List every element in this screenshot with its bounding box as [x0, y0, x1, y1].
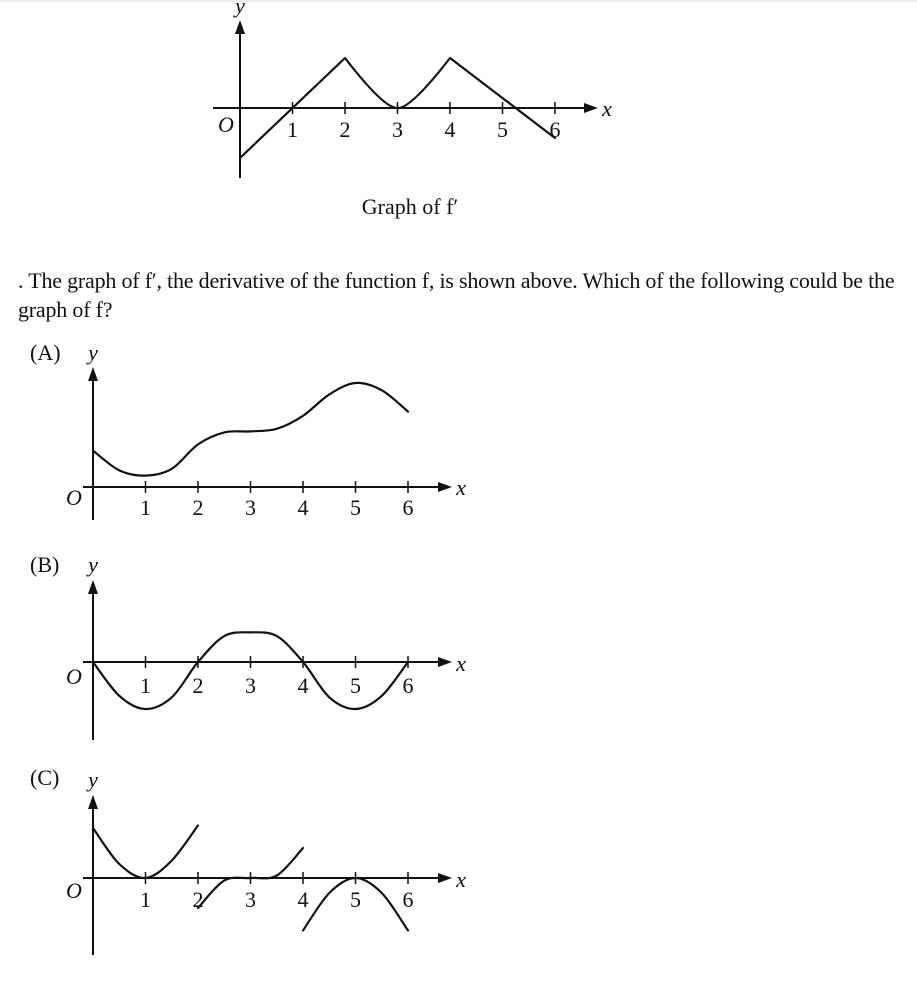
A-y-axis-label: y — [88, 340, 98, 365]
question-text: . The graph of f′, the derivative of the function f, is shown above. Which of the following could be the graph of f? — [18, 268, 895, 322]
B-x-axis-label: x — [456, 651, 466, 676]
C-x-tick-label-3: 3 — [245, 887, 256, 912]
C-x-tick-label-2: 2 — [192, 887, 204, 912]
fprime-x-tick-label-2: 2 — [339, 117, 351, 142]
C-x-axis-label: x — [456, 867, 466, 892]
A-y-axis-arrow — [88, 367, 98, 381]
C-x-tick-label-1: 1 — [140, 887, 151, 912]
B-y-axis-arrow — [88, 580, 98, 594]
fprime-x-axis-label: x — [602, 96, 612, 121]
fprime-origin-label: O — [218, 112, 234, 137]
fprime-x-tick-label-6: 6 — [549, 117, 561, 142]
fprime-chart-title: Graph of f′ — [361, 194, 459, 219]
choice-label-B: (B) — [30, 552, 60, 577]
choice-label-A: (A) — [30, 340, 61, 365]
A-x-tick-label-2: 2 — [192, 495, 204, 520]
A-x-tick-label-1: 1 — [140, 495, 151, 520]
choice-label-C: (C) — [30, 765, 60, 790]
C-x-axis-arrow — [438, 873, 452, 883]
C-y-axis-arrow — [88, 795, 98, 809]
A-x-tick-label-5: 5 — [350, 495, 361, 520]
fprime-y-axis-arrow — [235, 20, 245, 34]
fprime-y-axis-label: y — [235, 0, 245, 18]
B-x-tick-label-3: 3 — [245, 673, 256, 698]
fprime-x-tick-label-4: 4 — [444, 117, 456, 142]
B-x-tick-label-2: 2 — [192, 673, 204, 698]
A-x-axis-arrow — [438, 482, 452, 492]
fprime-x-tick-label-5: 5 — [497, 117, 508, 142]
A-x-axis-label: x — [456, 475, 466, 500]
B-x-tick-label-6: 6 — [402, 673, 414, 698]
C-x-tick-label-6: 6 — [402, 887, 414, 912]
C-origin-label: O — [66, 878, 82, 903]
C-x-tick-label-4: 4 — [297, 887, 309, 912]
C-y-axis-label: y — [88, 767, 98, 792]
C-series-line-0 — [93, 826, 198, 879]
B-x-tick-label-1: 1 — [140, 673, 151, 698]
B-x-tick-label-5: 5 — [350, 673, 361, 698]
A-x-tick-label-6: 6 — [402, 495, 414, 520]
B-x-tick-label-4: 4 — [297, 673, 309, 698]
fprime-x-tick-label-3: 3 — [392, 117, 403, 142]
B-y-axis-label: y — [88, 552, 98, 577]
C-x-tick-label-5: 5 — [350, 887, 361, 912]
A-series-line-0 — [93, 383, 408, 476]
A-origin-label: O — [66, 485, 82, 510]
A-x-tick-label-3: 3 — [245, 495, 256, 520]
B-x-axis-arrow — [438, 657, 452, 667]
B-origin-label: O — [66, 664, 82, 689]
fprime-x-axis-arrow — [584, 103, 598, 113]
fprime-x-tick-label-1: 1 — [287, 117, 298, 142]
A-x-tick-label-4: 4 — [297, 495, 309, 520]
